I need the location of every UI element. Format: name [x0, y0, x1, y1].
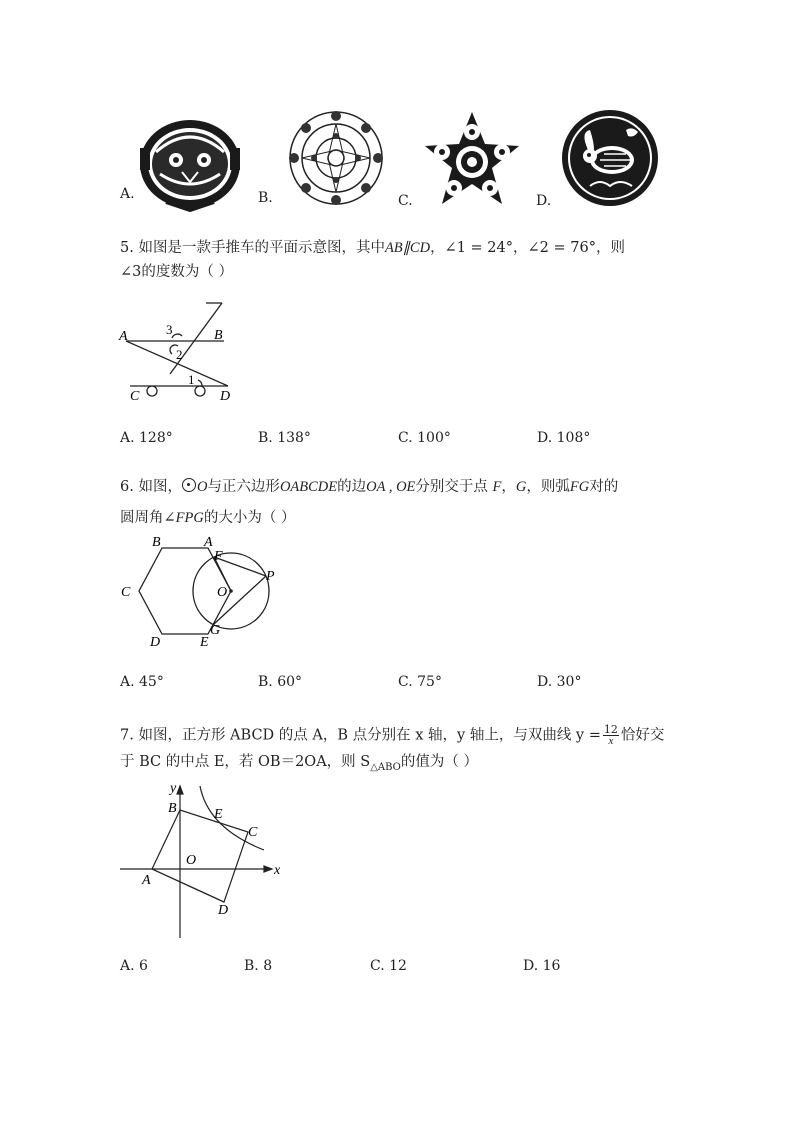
paper-cut-image-d [560, 108, 660, 208]
q7-label-y: y [170, 781, 177, 796]
q5-option-b[interactable]: B. 138° [258, 430, 311, 446]
paper-cut-image-c [422, 108, 522, 210]
q5-label-1: 1 [188, 372, 195, 387]
q5-option-c[interactable]: C. 100° [398, 430, 451, 446]
q6-option-b[interactable]: B. 60° [258, 674, 303, 690]
q6-label-f: F [214, 549, 223, 564]
q5-label-2: 2 [176, 347, 183, 362]
paper-cut-image-a [136, 112, 244, 212]
q5-label-a: A [119, 329, 128, 344]
q5-stem-line-1: 5. 如图是一款手推车的平面示意图，其中AB∥CD，∠1 = 24°，∠2 = 76°，则 [120, 240, 625, 256]
q5-stem-line-2: ∠3的度数为（ ） [120, 264, 233, 280]
q4-option-a-label: A. [120, 186, 135, 202]
q6-option-d[interactable]: D. 30° [537, 674, 582, 690]
paper-cut-image-b [286, 108, 386, 208]
q6-option-a[interactable]: A. 45° [120, 674, 164, 690]
q6-stem-line-2: 圆周角∠FPG的大小为（ ） [120, 510, 296, 526]
q6-label-e: E [200, 635, 209, 650]
q4-option-d-label: D. [536, 193, 552, 209]
q7-label-x: x [274, 863, 281, 878]
q4-option-c-label: C. [398, 193, 413, 209]
q4-option-b-label: B. [258, 190, 273, 206]
q7-label-a: A [142, 873, 151, 888]
q7-option-c[interactable]: C. 12 [370, 958, 407, 974]
circle-symbol-icon [182, 478, 196, 492]
q6-label-p: P [266, 569, 275, 584]
q6-hexagon-circle-figure [116, 530, 286, 654]
q5-label-b: B [214, 328, 223, 343]
q5-cart-figure [116, 298, 246, 406]
q5-label-3: 3 [166, 322, 173, 337]
q6-stem-line-1: 6. 如图， O与正六边形OABCDE的边OA , OE分别交于点 F，G，则弧FG对的 [120, 479, 619, 495]
q5-parallel-expression: AB∥CD [384, 240, 431, 256]
q6-label-a: A [204, 535, 213, 550]
q7-label-e: E [214, 807, 223, 822]
q7-label-c: C [248, 825, 258, 840]
q6-label-g: G [210, 623, 221, 638]
q7-stem-line-2: 于 BC 的中点 E，若 OB＝2OA，则 $S_{\triangle ABO}$的值为（ ） [120, 754, 478, 773]
q7-label-b: B [168, 801, 177, 816]
q5-label-c: C [130, 389, 140, 404]
q7-label-o: O [186, 853, 197, 868]
q6-label-c: C [121, 585, 131, 600]
q7-option-d[interactable]: D. 16 [523, 958, 561, 974]
q5-option-a[interactable]: A. 128° [120, 430, 173, 446]
q6-label-d: D [150, 635, 161, 650]
q7-fraction: $\frac{12}{x}$ [603, 723, 618, 747]
q7-option-a[interactable]: A. 6 [120, 958, 148, 974]
q6-label-b: B [152, 535, 161, 550]
q5-label-d: D [220, 389, 231, 404]
q6-label-o: O [217, 585, 228, 600]
q7-label-d: D [218, 903, 229, 918]
q7-option-b[interactable]: B. 8 [244, 958, 273, 974]
q7-square-hyperbola-figure [116, 780, 286, 940]
q6-option-c[interactable]: C. 75° [398, 674, 442, 690]
q7-stem-line-1: 7. 如图，正方形 ABCD 的点 A，B 点分别在 x 轴，y 轴上，与双曲线 y = $\frac{12}{x}$ 恰好交 [120, 723, 665, 747]
q5-option-d[interactable]: D. 108° [537, 430, 591, 446]
